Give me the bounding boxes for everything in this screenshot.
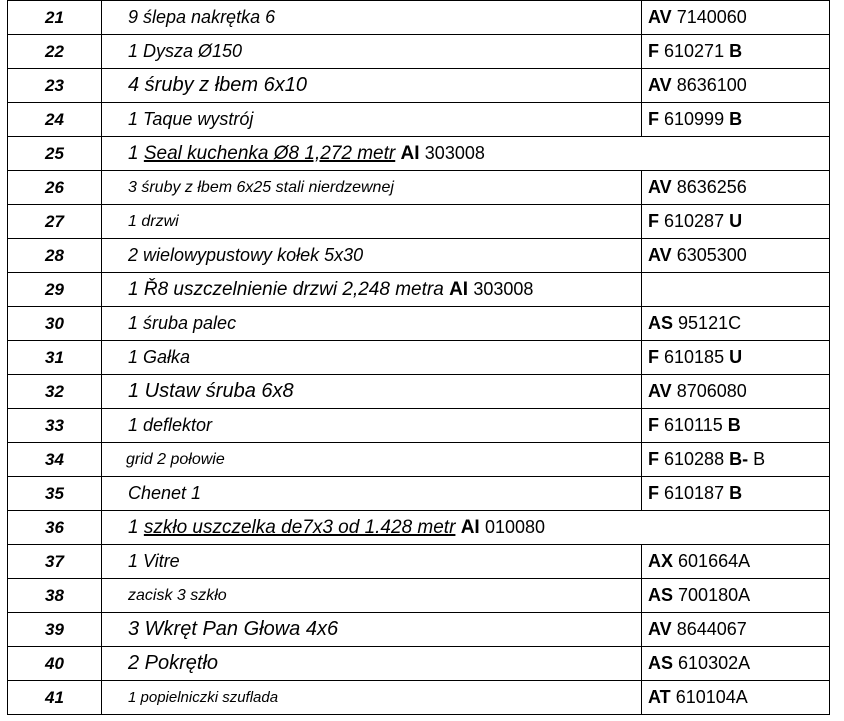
section-description: [102, 273, 642, 307]
part-code: [642, 579, 830, 613]
part-code-empty: [642, 137, 830, 171]
code-prefix: AX: [648, 551, 674, 571]
part-code: [642, 69, 830, 103]
row-number: 38: [8, 579, 102, 613]
table-row-section: [8, 511, 830, 545]
table-row: [8, 681, 830, 715]
code-prefix: AV: [648, 619, 672, 639]
part-code-empty: [642, 511, 830, 545]
row-number: 36: [8, 511, 102, 545]
code-suffix: U: [729, 211, 743, 231]
code-suffix: B-: [729, 449, 749, 469]
part-code: [642, 239, 830, 273]
table-row: [8, 545, 830, 579]
part-description: 1 Taque wystrój: [102, 103, 642, 137]
part-code: [642, 681, 830, 715]
table-row: [8, 69, 830, 103]
part-code: [642, 613, 830, 647]
row-number: 33: [8, 409, 102, 443]
row-number: 23: [8, 69, 102, 103]
code-prefix: F: [648, 483, 659, 503]
code-suffix: B: [729, 41, 743, 61]
code-number: 610115: [664, 415, 723, 435]
part-description: grid 2 połowie: [102, 443, 642, 477]
code-number: 610271: [664, 41, 725, 61]
table-row: [8, 647, 830, 681]
table-row: [8, 477, 830, 511]
section-description: [102, 511, 642, 545]
part-description: Chenet 1: [102, 477, 642, 511]
part-code: [642, 1, 830, 35]
code-prefix: AS: [648, 313, 674, 333]
section-title: szkło uszczelka de7x3 od 1.428 metr: [143, 516, 456, 538]
part-code: [642, 205, 830, 239]
code-number: 610287: [664, 211, 725, 231]
section-description: [102, 137, 642, 171]
code-number: 610185: [664, 347, 725, 367]
part-description: 3 śruby z łbem 6x25 stali nierdzewnej: [102, 171, 642, 205]
row-number: 35: [8, 477, 102, 511]
row-number: 37: [8, 545, 102, 579]
code-number: 7140060: [676, 7, 747, 27]
table-row: [8, 103, 830, 137]
part-code: [642, 545, 830, 579]
code-suffix: B: [727, 415, 741, 435]
section-quantity: 1: [128, 278, 144, 300]
part-code-empty: [642, 273, 830, 307]
code-prefix: F: [648, 415, 659, 435]
code-prefix: AV: [648, 177, 672, 197]
part-code: [642, 443, 830, 477]
table-row: [8, 205, 830, 239]
code-prefix: AV: [648, 245, 672, 265]
part-description: 2 wielowypustowy kołek 5x30: [102, 239, 642, 273]
code-number: 8706080: [676, 381, 747, 401]
code-prefix: AT: [648, 687, 671, 707]
code-number: 610288: [664, 449, 725, 469]
section-title: Ř8 uszczelnienie drzwi 2,248 metra: [143, 278, 444, 300]
part-code: [642, 477, 830, 511]
part-code: [642, 35, 830, 69]
code-prefix: F: [648, 347, 659, 367]
part-description: 1 popielniczki szuflada: [102, 681, 642, 715]
part-description: 1 śruba palec: [102, 307, 642, 341]
row-number: 39: [8, 613, 102, 647]
code-number: 610187: [664, 483, 725, 503]
part-description: 4 śruby z łbem 6x10: [102, 69, 642, 103]
section-title: Seal kuchenka Ø8 1,272 metr: [143, 142, 396, 164]
part-description: 1 Dysza Ø150: [102, 35, 642, 69]
row-number: 41: [8, 681, 102, 715]
code-prefix: F: [648, 41, 659, 61]
part-description: 2 Pokrętło: [102, 647, 642, 681]
table-row: [8, 613, 830, 647]
table-row: [8, 375, 830, 409]
code-number: 8636256: [676, 177, 747, 197]
part-description: zacisk 3 szkło: [102, 579, 642, 613]
code-number: 610302A: [678, 653, 751, 673]
code-prefix: F: [648, 449, 659, 469]
code-number: 610104A: [675, 687, 748, 707]
code-number: 601664A: [678, 551, 751, 571]
row-number: 21: [8, 1, 102, 35]
part-description: 3 Wkręt Pan Głowa 4x6: [102, 613, 642, 647]
code-prefix: AV: [648, 7, 672, 27]
material-code: 303008: [424, 142, 485, 163]
part-description: 1 Gałka: [102, 341, 642, 375]
code-number: 95121C: [678, 313, 742, 333]
part-code: [642, 375, 830, 409]
part-code: [642, 171, 830, 205]
row-number: 31: [8, 341, 102, 375]
row-number: 26: [8, 171, 102, 205]
part-description: 1 drzwi: [102, 205, 642, 239]
table-row: [8, 443, 830, 477]
part-description: 9 ślepa nakrętka 6: [102, 1, 642, 35]
code-number: 8644067: [676, 619, 747, 639]
code-extra: B: [753, 449, 766, 469]
table-row: [8, 1, 830, 35]
table-row: [8, 579, 830, 613]
table-row: [8, 307, 830, 341]
code-prefix: AS: [648, 653, 674, 673]
row-number: 28: [8, 239, 102, 273]
table-row: [8, 171, 830, 205]
code-number: 6305300: [676, 245, 747, 265]
row-number: 40: [8, 647, 102, 681]
row-number: 27: [8, 205, 102, 239]
material-prefix: AI: [460, 516, 480, 538]
code-suffix: U: [729, 347, 743, 367]
row-number: 22: [8, 35, 102, 69]
code-prefix: AS: [648, 585, 674, 605]
code-prefix: F: [648, 109, 659, 129]
table-row-section: [8, 273, 830, 307]
code-suffix: B: [729, 483, 743, 503]
code-number: 700180A: [678, 585, 751, 605]
table-row: [8, 239, 830, 273]
parts-table: [7, 0, 830, 715]
code-number: 610999: [664, 109, 725, 129]
material-prefix: AI: [400, 142, 420, 164]
section-quantity: 1: [128, 142, 144, 164]
part-code: [642, 307, 830, 341]
code-prefix: AV: [648, 381, 672, 401]
part-code: [642, 103, 830, 137]
part-description: 1 Ustaw śruba 6x8: [102, 375, 642, 409]
material-prefix: AI: [449, 278, 469, 300]
code-prefix: AV: [648, 75, 672, 95]
part-code: [642, 341, 830, 375]
row-number: 25: [8, 137, 102, 171]
section-quantity: 1: [128, 516, 144, 538]
code-prefix: F: [648, 211, 659, 231]
part-code: [642, 647, 830, 681]
row-number: 24: [8, 103, 102, 137]
part-description: 1 Vitre: [102, 545, 642, 579]
table-row-section: [8, 137, 830, 171]
code-number: 8636100: [676, 75, 747, 95]
code-suffix: B: [729, 109, 743, 129]
material-code: 010080: [484, 516, 546, 537]
row-number: 29: [8, 273, 102, 307]
row-number: 34: [8, 443, 102, 477]
part-code: [642, 409, 830, 443]
table-row: [8, 341, 830, 375]
table-row: [8, 35, 830, 69]
part-description: 1 deflektor: [102, 409, 642, 443]
row-number: 30: [8, 307, 102, 341]
table-row: [8, 409, 830, 443]
material-code: 303008: [473, 278, 534, 299]
row-number: 32: [8, 375, 102, 409]
